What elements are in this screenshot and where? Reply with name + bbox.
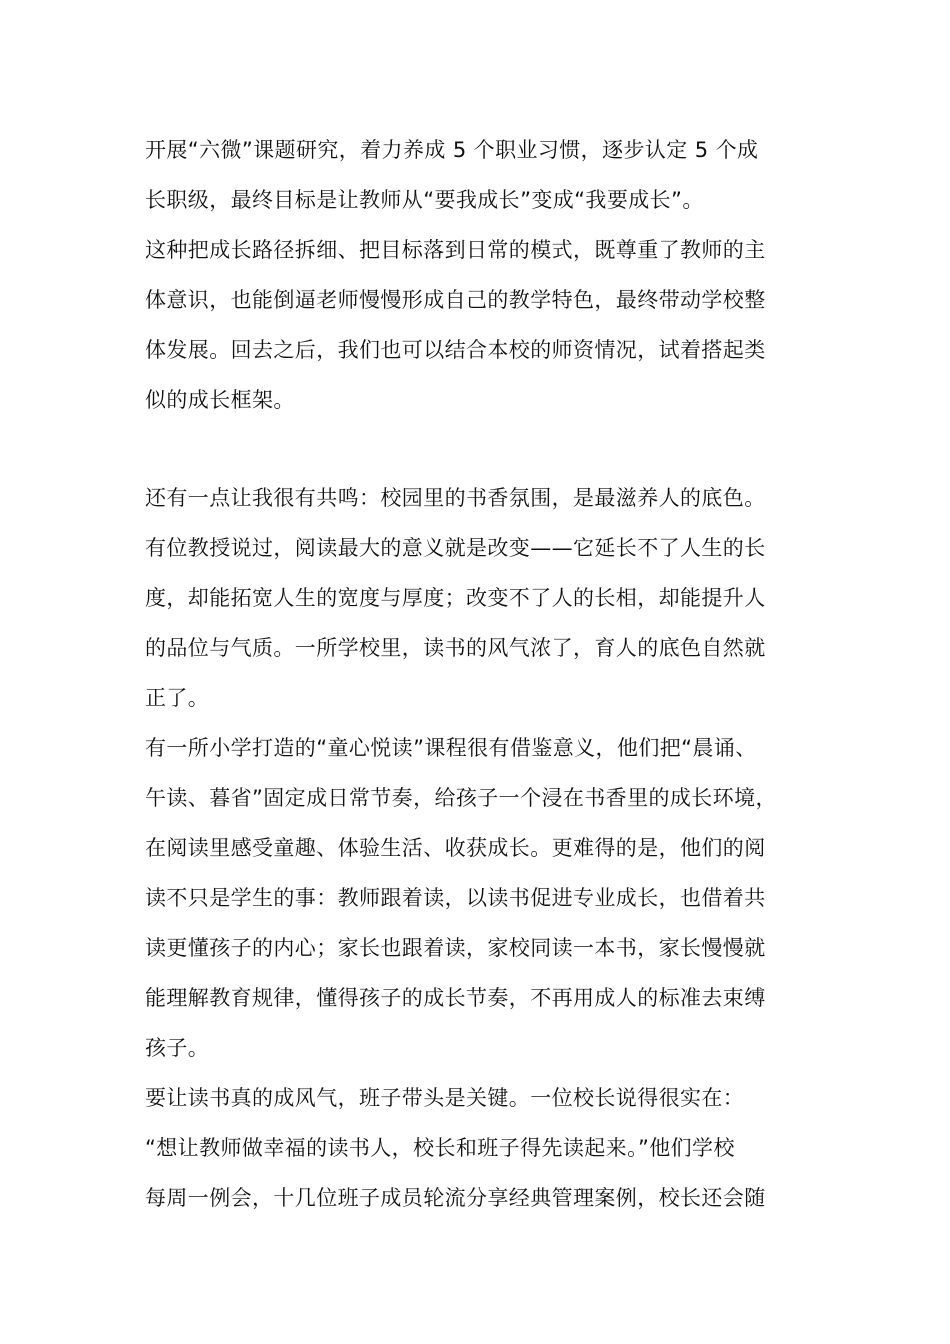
text-line: 孩子。 xyxy=(145,1036,210,1060)
text-line: 正了。 xyxy=(145,686,210,710)
text-line: 的品位与气质。一所学校里，读书的风气浓了，育人的底色自然就 xyxy=(145,636,766,660)
text-line: 这种把成长路径拆细、把目标落到日常的模式，既尊重了教师的主 xyxy=(145,238,766,262)
text-line: 开展“六微”课题研究，着力养成 5 个职业习惯，逐步认定 5 个成 xyxy=(145,138,759,162)
text-line: 体发展。回去之后，我们也可以结合本校的师资情况，试着搭起类 xyxy=(145,338,766,362)
text-line: 每周一例会，十几位班子成员轮流分享经典管理案例，校长还会随 xyxy=(145,1186,766,1210)
text-line: 还有一点让我很有共鸣：校园里的书香氛围，是最滋养人的底色。 xyxy=(145,486,766,510)
text-line: 午读、暮省”固定成日常节奏，给孩子一个浸在书香里的成长环境， xyxy=(145,786,777,810)
text-line: 能理解教育规律，懂得孩子的成长节奏，不再用成人的标准去束缚 xyxy=(145,986,766,1010)
text-line: 读更懂孩子的内心；家长也跟着读，家校同读一本书，家长慢慢就 xyxy=(145,936,766,960)
text-line: 读不只是学生的事：教师跟着读，以读书促进专业成长，也借着共 xyxy=(145,886,766,910)
text-line: 要让读书真的成风气，班子带头是关键。一位校长说得很实在： xyxy=(145,1086,745,1110)
text-line: 有一所小学打造的“童心悦读”课程很有借鉴意义，他们把“晨诵、 xyxy=(145,736,757,760)
text-line: 长职级，最终目标是让教师从“要我成长”变成“我要成长”。 xyxy=(145,188,704,212)
text-line: “想让教师做幸福的读书人，校长和班子得先读起来。”他们学校 xyxy=(145,1136,735,1160)
text-line: 有位教授说过，阅读最大的意义就是改变——它延长不了人生的长 xyxy=(145,536,766,560)
text-line: 似的成长框架。 xyxy=(145,388,295,412)
text-line: 体意识，也能倒逼老师慢慢形成自己的教学特色，最终带动学校整 xyxy=(145,288,766,312)
text-line: 在阅读里感受童趣、体验生活、收获成长。更难得的是，他们的阅 xyxy=(145,836,766,860)
text-line: 度，却能拓宽人生的宽度与厚度；改变不了人的长相，却能提升人 xyxy=(145,586,766,610)
